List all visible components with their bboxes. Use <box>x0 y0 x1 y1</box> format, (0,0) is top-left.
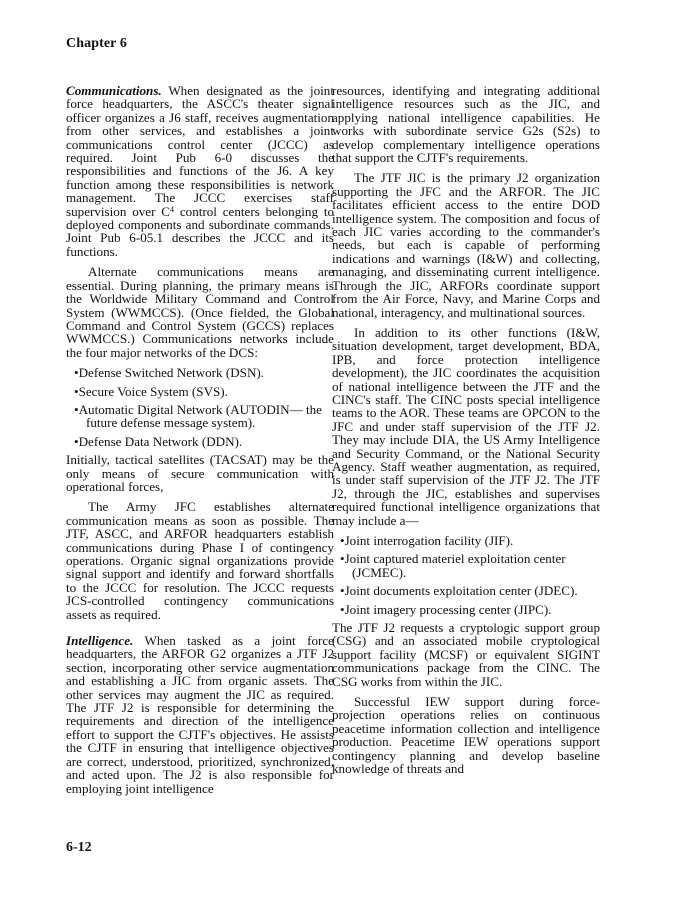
list-item: •Automatic Digital Network (AUTODIN— the future defense message system). <box>74 401 322 431</box>
iew-support-paragraph: Successful IEW support during force-projection operations relies on continuous peacetime information collection and intelligence production. Peacetime IEW operations support contingency planning and develop baseline knowledge of threats and <box>332 694 600 777</box>
alternate-means-paragraph: Alternate communications means are essential. During planning, the primary means is the Worldwide Military Command and Control System (WWMCCS). (Once fielded, the Global Command and Control System (GCCS) replaces WWMCCS.) Communications networks include the four major networks of the DCS: <box>66 264 334 360</box>
communications-text-end: control centers belonging to deployed components and subordinate commands. Joint Pub 6-05.1 describes the JCCC and its functions. <box>66 203 335 259</box>
intelligence-heading: Intelligence. <box>66 633 134 649</box>
cryptologic-paragraph: The JTF J2 requests a cryptologic support group (CSG) and an associated mobile cryptological support facility (MCSF) or equivalent SIGINT communications package from the CINC. The CSG works from within the JIC. <box>332 620 600 689</box>
list-item: •Joint documents exploitation center (JDEC). <box>340 583 578 599</box>
communications-text: When designated as the joint force headquarters, the ASCC's theater signal officer organizes a J6 staff, receives augmentation from other services, and establishes a joint communications control center (JCCC) as required. Joint Pub 6-0 discusses the responsibilities and functions of the J6. A key function among these responsibilities is network management. The JCCC exercises staff supervision over C <box>66 83 334 219</box>
chapter-header: Chapter 6 <box>66 36 127 51</box>
list-item: •Secure Voice System (SVS). <box>74 383 228 399</box>
resources-paragraph: resources, identifying and integrating additional intelligence resources such as the JIC, and applying national intelligence capabilities. He works with subordinate service G2s (S2s) to develop complementary intelligence operations that support the CJTF's requirements. <box>332 83 600 166</box>
list-item: •Defense Data Network (DDN). <box>74 433 243 449</box>
jtf-jic-paragraph: The JTF JIC is the primary J2 organization supporting the JFC and the ARFOR. The JIC facilitates efficient access to the entire DOD intelligence system. The composition and focus of each JIC varies according to the commander's needs, but each is capable of performing indications and warnings (I&W) and collecting, managing, and disseminating current intelligence. Through the JIC, ARFORs coordinate support from the Air Force, Navy, and Marine Corps and national, interagency, and multinational sources. <box>332 170 600 320</box>
page-number: 6-12 <box>66 840 92 855</box>
list-item: •Defense Switched Network (DSN). <box>74 365 265 381</box>
communications-paragraph <box>66 84 334 258</box>
right-column <box>332 84 600 783</box>
communications-heading: Communications. <box>66 83 162 98</box>
army-jfc-paragraph: The Army JFC establishes alternate communication means as soon as possible. The JTF, ASCC, and ARFOR headquarters establish communications during Phase I of contingency operations. Organic signal organizations provide signal support and identify and forward shortfalls to the JCCC for resolution. The JCCC requests JCS-controlled contingency communications assets as required. <box>66 499 334 622</box>
other-functions-paragraph: In addition to its other functions (I&W, situation development, target development, BDA, IPB, and force protection intelligence development), the JIC coordinates the acquisition of national intelligence between the JTF and the CINC's staff. The CINC posts special intelligence teams to the AOR. These teams are OPCON to the JFC and under staff supervision of the JTF J2. They may include DIA, the US Army Intelligence and Security Command, or the National Security Agency. Staff weather augmentation, as required, is under staff supervision of the JTF J2. The JTF J2, through the JIC, establishes and supervises required functional intelligence organizations that may include a— <box>332 324 600 528</box>
c4-superscript: 4 <box>170 204 175 214</box>
list-item: •Joint interrogation facility (JIF). <box>340 533 514 548</box>
left-column <box>66 84 334 802</box>
list-item: •Joint captured materiel exploitation center (JCMEC). <box>340 551 566 580</box>
intelligence-text: When tasked as a joint force headquarters, the ARFOR G2 organizes a JTF J2 section, incorporating other service augmentation and establishing a JIC from organic assets. The other services may augment the JIC as required. The JTF J2 is responsible for determining the requirements and direction of the intelligence effort to support the CJTF's objectives. He assists the CJTF in ensuring that intelligence objectives are correct, understood, prioritized, synchronized, and acted upon. The J2 is also responsible for employing joint intelligence <box>66 633 334 796</box>
list-item: •Joint imagery processing center (JIPC). <box>340 601 552 617</box>
tacsat-paragraph: Initially, tactical satellites (TACSAT) may be the only means of secure communication with operational forces, <box>66 452 334 494</box>
intelligence-paragraph <box>66 634 334 795</box>
